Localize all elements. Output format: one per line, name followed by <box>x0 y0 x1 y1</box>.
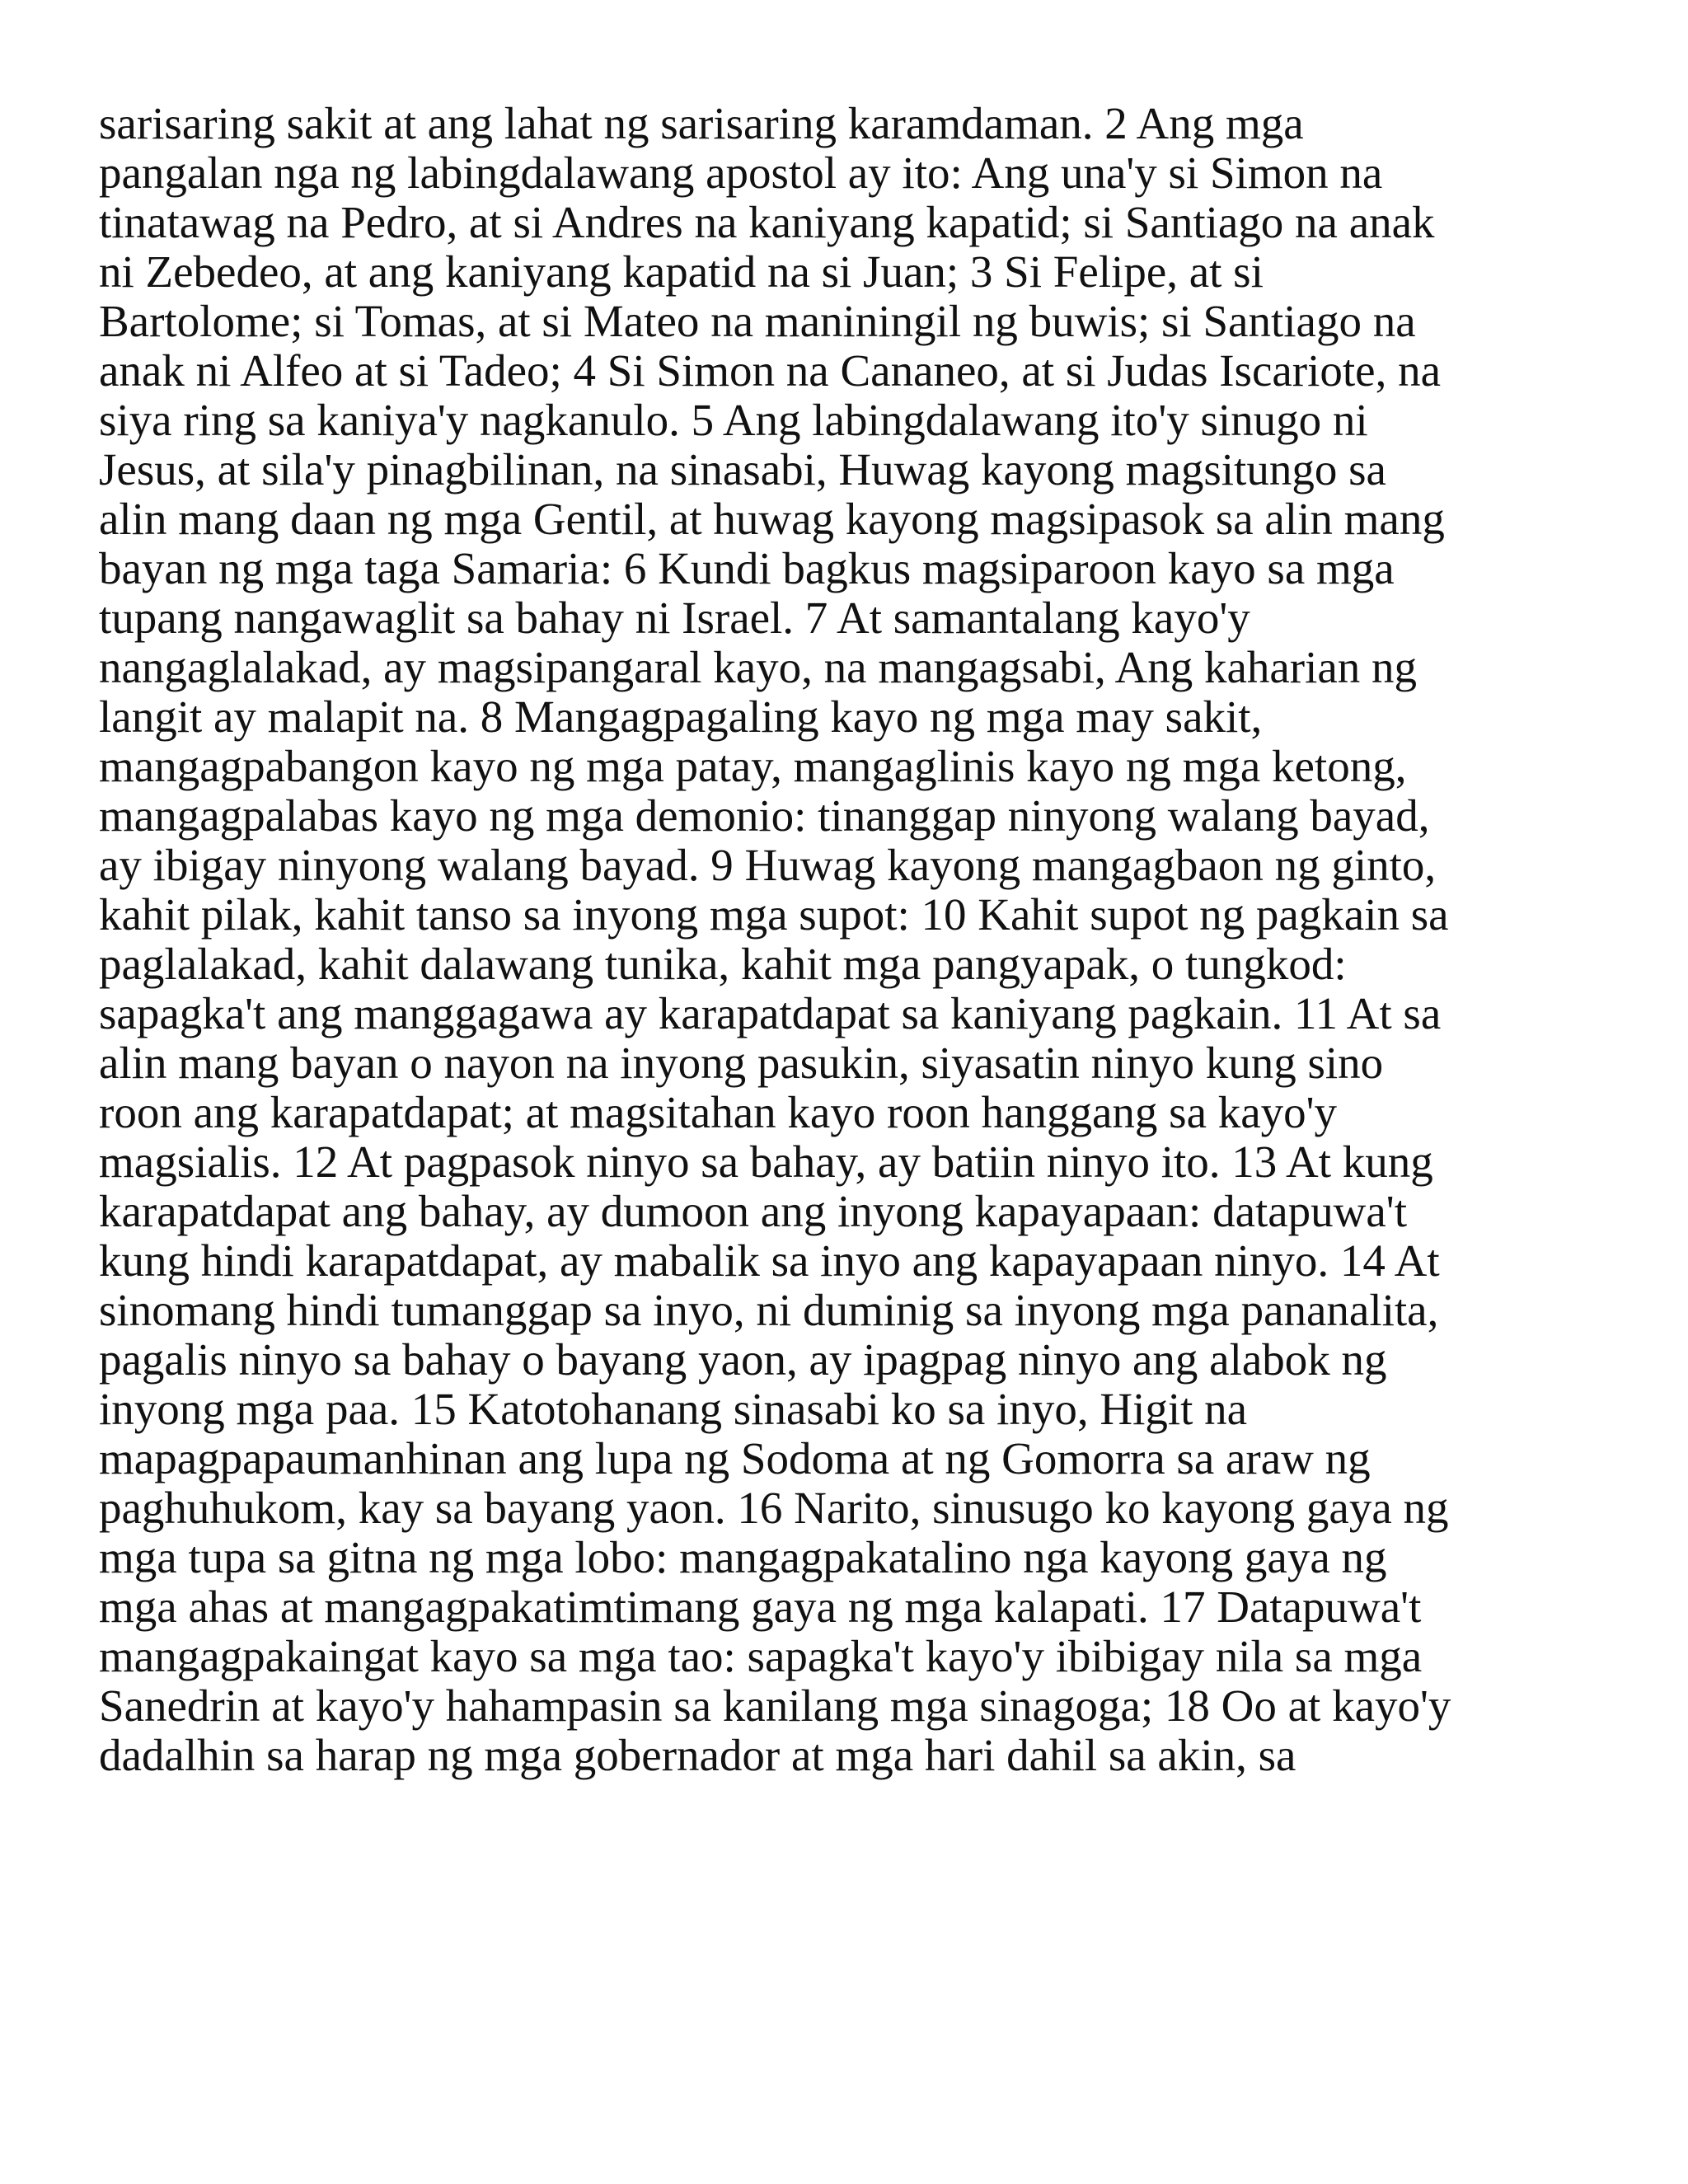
text-line: ni Zebedeo, at ang kaniyang kapatid na si Juan; 3 Si Felipe, at si <box>99 246 1264 297</box>
text-line: Sanedrin at kayo'y hahampasin sa kanilang mga sinagoga; 18 Oo at kayo'y <box>99 1680 1451 1731</box>
text-line: magsialis. 12 At pagpasok ninyo sa bahay, ay batiin ninyo ito. 13 At kung <box>99 1137 1433 1187</box>
text-line: pangalan nga ng labingdalawang apostol ay ito: Ang una'y si Simon na <box>99 148 1383 198</box>
text-line: kung hindi karapatdapat, ay mabalik sa inyo ang kapayapaan ninyo. 14 At <box>99 1235 1440 1286</box>
text-line: mangagpalabas kayo ng mga demonio: tinanggap ninyong walang bayad, <box>99 790 1430 841</box>
text-line: dadalhin sa harap ng mga gobernador at mga hari dahil sa akin, sa <box>99 1730 1296 1780</box>
text-line: paglalakad, kahit dalawang tunika, kahit mga pangyapak, o tungkod: <box>99 939 1347 989</box>
text-line: tinatawag na Pedro, at si Andres na kaniyang kapatid; si Santiago na anak <box>99 197 1435 247</box>
text-line: roon ang karapatdapat; at magsitahan kayo roon hanggang sa kayo'y <box>99 1087 1338 1137</box>
text-line: karapatdapat ang bahay, ay dumoon ang inyong kapayapaan: datapuwa't <box>99 1186 1407 1236</box>
text-line: inyong mga paa. 15 Katotohanang sinasabi ko sa inyo, Higit na <box>99 1384 1248 1434</box>
text-line: paghuhukom, kay sa bayang yaon. 16 Narito, sinusugo ko kayong gaya ng <box>99 1483 1449 1533</box>
text-line: alin mang bayan o nayon na inyong pasukin, siyasatin ninyo kung sino <box>99 1038 1384 1088</box>
text-line: tupang nangawaglit sa bahay ni Israel. 7 At samantalang kayo'y <box>99 593 1250 643</box>
text-line: pagalis ninyo sa bahay o bayang yaon, ay ipagpag ninyo ang alabok ng <box>99 1334 1387 1385</box>
text-line: bayan ng mga taga Samaria: 6 Kundi bagkus magsiparoon kayo sa mga <box>99 543 1395 593</box>
text-line: sarisaring sakit at ang lahat ng sarisaring karamdaman. 2 Ang mga <box>99 98 1304 148</box>
text-line: nangaglalakad, ay magsipangaral kayo, na mangagsabi, Ang kaharian ng <box>99 642 1418 692</box>
text-line: sapagka't ang manggagawa ay karapatdapat sa kaniyang pagkain. 11 At sa <box>99 988 1442 1038</box>
text-line: ay ibigay ninyong walang bayad. 9 Huwag kayong mangagbaon ng ginto, <box>99 840 1437 890</box>
text-line: langit ay malapit na. 8 Mangagpagaling kayo ng mga may sakit, <box>99 691 1263 742</box>
text-line: anak ni Alfeo at si Tadeo; 4 Si Simon na Cananeo, at si Judas Iscariote, na <box>99 345 1441 396</box>
text-line: alin mang daan ng mga Gentil, at huwag kayong magsipasok sa alin mang <box>99 494 1445 544</box>
text-line: Jesus, at sila'y pinagbilinan, na sinasabi, Huwag kayong magsitungo sa <box>99 444 1386 494</box>
body-text <box>99 99 1607 1780</box>
text-line: Bartolome; si Tomas, at si Mateo na maniningil ng buwis; si Santiago na <box>99 296 1416 346</box>
text-line: siya ring sa kaniya'y nagkanulo. 5 Ang labingdalawang ito'y sinugo ni <box>99 395 1368 445</box>
text-line: mapagpapaumanhinan ang lupa ng Sodoma at ng Gomorra sa araw ng <box>99 1433 1371 1483</box>
text-line: kahit pilak, kahit tanso sa inyong mga supot: 10 Kahit supot ng pagkain sa <box>99 889 1449 940</box>
text-line: mga ahas at mangagpakatimtimang gaya ng mga kalapati. 17 Datapuwa't <box>99 1582 1422 1632</box>
text-line: mga tupa sa gitna ng mga lobo: mangagpakatalino nga kayong gaya ng <box>99 1532 1387 1582</box>
text-line: sinomang hindi tumanggap sa inyo, ni duminig sa inyong mga pananalita, <box>99 1285 1439 1335</box>
text-line: mangagpakaingat kayo sa mga tao: sapagka't kayo'y ibibigay nila sa mga <box>99 1631 1423 1681</box>
text-line: mangagpabangon kayo ng mga patay, mangaglinis kayo ng mga ketong, <box>99 741 1407 791</box>
